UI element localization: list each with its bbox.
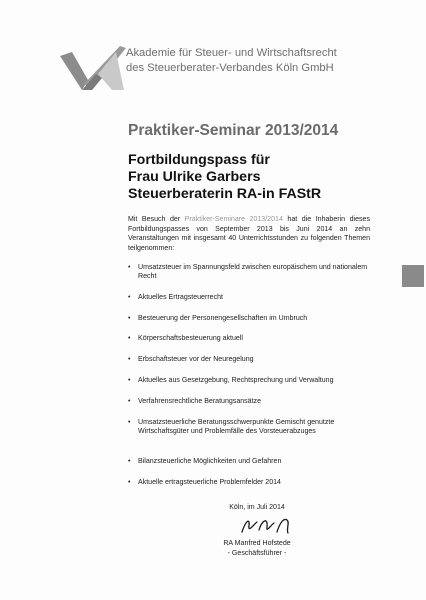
bullet-icon: • [128, 479, 131, 486]
topic-text: Körperschaftsbesteuerung aktuell [138, 335, 243, 342]
topic-text: Umsatzsteuerliche Beratungsschwerpunkte Gemischt genutzte Wirtschaftsgüter und Problemfälle des Vorsteuerabzuges [138, 419, 335, 436]
bullet-icon: • [128, 419, 131, 426]
topic-item [128, 263, 378, 282]
topic-text: Verfahrensrechtliche Beratungsansätze [138, 398, 262, 405]
intro-before: Mit Besuch der [128, 216, 185, 223]
heading-line-2: Frau Ulrike Garbers [128, 169, 261, 185]
topic-item [128, 397, 378, 406]
topic-item [128, 376, 378, 385]
topic-text: Aktuelles aus Gesetzgebung, Rechtsprechung und Verwaltung [138, 377, 334, 384]
topic-item [128, 314, 378, 323]
signer-block [192, 539, 322, 558]
bullet-icon: • [128, 377, 131, 384]
signer-name: RA Manfred Hofstede [223, 540, 291, 547]
topic-item [128, 478, 378, 487]
heading-line-3: Steuerberaterin RA-in FAStR [128, 186, 322, 202]
bullet-icon: • [128, 315, 131, 322]
bullet-icon: • [128, 356, 131, 363]
bullet-icon: • [128, 458, 131, 465]
signer-role: - Geschäftsführer - [227, 549, 287, 557]
place-date: Köln, im Juli 2014 [229, 504, 285, 511]
organization-name [126, 46, 416, 76]
topic-item [128, 418, 378, 437]
topic-text: Aktuelle ertragsteuerliche Problemfelder 2014 [138, 479, 281, 486]
organization-line-1: Akademie für Steuer- und Wirtschaftsrecht [126, 47, 337, 59]
bullet-icon: • [128, 294, 131, 301]
academy-logo-icon [58, 44, 128, 92]
topic-item [128, 334, 378, 343]
topic-item [128, 293, 378, 302]
intro-highlight: Praktiker-Seminare 2013/2014 [184, 216, 283, 223]
topic-text: Aktuelles Ertragsteuerrecht [138, 294, 223, 301]
signature-icon [238, 514, 298, 536]
topic-text: Bilanzsteuerliche Möglichkeiten und Gefahren [138, 458, 282, 465]
organization-line-2: des Steuerberater-Verbandes Köln GmbH [126, 62, 334, 74]
bullet-icon: • [128, 264, 131, 271]
bullet-icon: • [128, 398, 131, 405]
intro-after: hat die Inhaberin dieses Fortbildungspasses von September 2013 bis Juni 2014 an zehn Veranstaltungen mit insgesamt 40 Unterrichtsstunden zu folgenden Themen teilgenommen: [128, 216, 370, 252]
topic-text: Umsatzsteuer im Spannungsfeld zwischen europäischem und nationalem Recht [138, 264, 368, 281]
seminar-title: Praktiker-Seminar 2013/2014 [128, 122, 339, 139]
pass-heading [128, 152, 321, 203]
bullet-icon: • [128, 335, 131, 342]
topic-item [128, 457, 378, 466]
topic-text: Erbschaftsteuer vor der Neuregelung [138, 356, 254, 363]
side-mark [402, 265, 424, 287]
heading-line-1: Fortbildungspass für [128, 152, 270, 168]
topic-item [128, 355, 378, 364]
topic-text: Besteuerung der Personengesellschaften im Umbruch [138, 315, 308, 322]
intro-paragraph [128, 215, 370, 253]
